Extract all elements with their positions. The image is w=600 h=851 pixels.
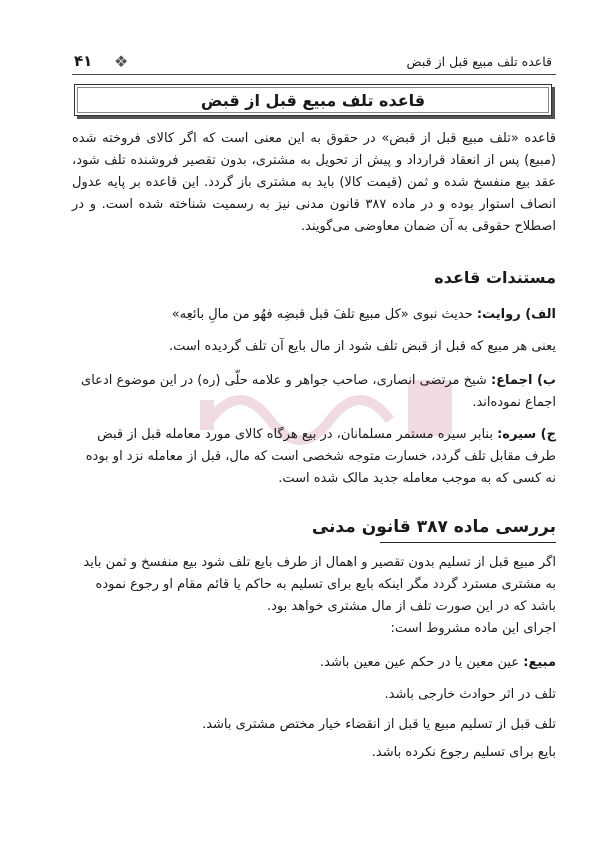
chapter-title-box — [74, 84, 552, 116]
consensus-text: شیخ مرتضی انصاری، صاحب جواهر و علامه حلّی (ره) در این موضوع ادعای اجماع نموده‌اند. — [81, 373, 556, 410]
condition-3: تلف قبل از تسلیم مبیع یا قبل از انقضاء خیار مختص مشتری باشد. — [202, 717, 556, 732]
header-divider — [72, 74, 556, 75]
condition-2: تلف در اثر حوادث خارجی باشد. — [384, 687, 556, 702]
custom-text: بنابر سیره مستمر مسلمانان، در بیع هرگاه کالای مورد معامله قبل از قبض طرف مقابل تلف گردد، خسارت متوجه شخصی است که مال، قبل از معامله نزد او بوده نه کسی که به موجب معامله جدید مالک شده است. — [85, 427, 556, 486]
source-custom — [72, 424, 556, 490]
condition-4: بایع برای تسلیم رجوع نکرده باشد. — [371, 745, 556, 760]
condition-1-text: عین معین یا در حکم عین معین باشد. — [319, 655, 524, 670]
custom-label: ج) سیره: — [497, 427, 556, 442]
heading-underline — [380, 542, 556, 543]
source-narration — [72, 304, 556, 326]
running-header — [74, 52, 552, 72]
conditions-intro: اجرای این ماده مشروط است: — [390, 621, 556, 636]
chapter-title: قاعده تلف مبیع قبل از قبض — [77, 87, 549, 113]
condition-1 — [72, 652, 556, 674]
section-heading-article-387: بررسی ماده ۳۸۷ قانون مدنی — [311, 517, 556, 537]
running-title: قاعده تلف مبیع قبل از قبض — [406, 54, 552, 69]
intro-paragraph: قاعده «تلف مبیع قبل از قبض» در حقوق به این معنی است که اگر کالای فروخته شده (مبیع) پس از انعقاد قرارداد و پیش از تحویل به مشتری، بدون تقصیر فروشنده تلف شود، عقد بیع منفسخ شده و ثمن (قیمت کالا) باید به مشتری باز گردد. این قاعده بر پایه عدول انصاف استوار بوده و در ماده ۳۸۷ قانون مدنی نیز به رسمیت شناخته شده است. و در اصطلاح حقوقی به آن ضمان معاوضی می‌گویند. — [72, 131, 556, 234]
section-heading-sources: مستندات قاعده — [434, 268, 556, 287]
condition-1-label: مبیع: — [523, 655, 556, 670]
narration-explanation: یعنی هر مبیع که قبل از قبض تلف شود از مال بایع آن تلف گردیده است. — [169, 339, 556, 354]
narration-label: الف) روایت: — [476, 307, 556, 322]
ornament-icon: ❖ — [114, 52, 129, 71]
consensus-label: ب) اجماع: — [490, 373, 556, 388]
page-number: ۴۱ — [74, 52, 93, 70]
article-387-text: اگر مبیع قبل از تسلیم بدون تقصیر و اهمال از طرف بایع تلف شود بیع منفسخ و ثمن باید به مشتری مسترد گردد مگر اینکه بایع برای تسلیم به حاکم یا قائم مقام او رجوع نموده باشد که در این صورت تلف از مال مشتری خواهد بود. — [83, 555, 556, 614]
source-consensus — [72, 370, 556, 414]
narration-text: حدیث نبوی «کل مبیع تلفَ قبل قبضِه فهُو من مالِ بائعِه» — [171, 307, 477, 322]
